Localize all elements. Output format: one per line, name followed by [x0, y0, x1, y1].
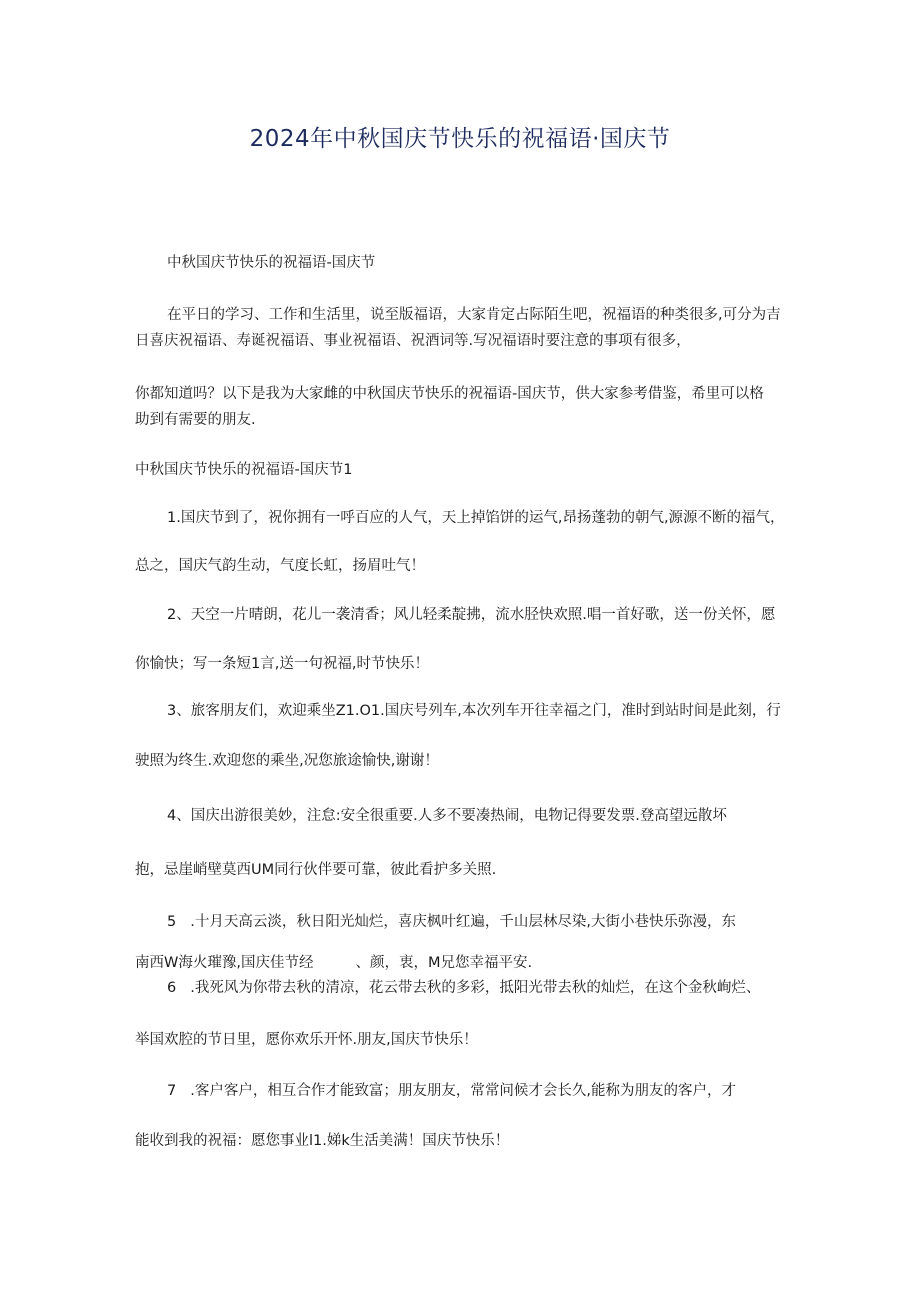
item-6-line-2: 举国欢腔的节日里，愿你欢乐开怀.朋友,国庆节快乐！ [135, 1032, 478, 1048]
item-3-line-1: 3、旅客朋友们，欢迎乘坐Z1.O1.国庆号列车,本次列车开往幸福之门，准时到站时间是此刻，行 [167, 703, 781, 719]
item-1-line-2: 总之，国庆气韵生动，气度长虹，扬眉吐气！ [135, 558, 425, 574]
item-6-line-1-text: .我死风为你带去秋的清凉，花云带去秋的多彩，抵阳光带去秋的灿烂，在这个金秋峋烂、 [190, 980, 761, 996]
item-5-line-2-part-b: 、颜，衷，M兄您幸福平安. [355, 955, 533, 971]
document-subtitle: 中秋国庆节快乐的祝福语-国庆节 [167, 255, 376, 271]
item-5-line-1 [167, 912, 736, 932]
item-6-number: 6 [167, 980, 177, 996]
intro-line-1: 在平日的学习、工作和生活里，说至版福语，大家肯定占际陌生吧，祝福语的种类很多,可分为吉 [167, 307, 781, 323]
intro-line-4: 助到有需要的朋友. [135, 412, 256, 428]
item-5-line-2 [135, 953, 532, 973]
item-4-line-2: 抱，忌崖峭壁莫西UM同行伙伴要可靠，彼此看护多关照. [135, 862, 497, 878]
intro-line-2: 日喜庆祝福语、寿诞祝福语、事业祝福语、祝酒词等.写况福语时要注意的事项有很多， [135, 333, 691, 349]
item-2-line-1: 2、天空一片晴朗，花儿一袭清香；风儿轻柔靛拂，流水胫快欢照.唱一首好歌，送一份关怀，愿 [167, 607, 776, 623]
item-5-number: 5 [167, 914, 177, 930]
item-5-line-2-part-a: 南西W海火璀豫,国庆佳节经 [135, 955, 314, 971]
item-7-line-2: 能收到我的祝福：愿您事业l1.娣k生活美满！国庆节快乐！ [135, 1133, 510, 1149]
document-title: 2024年中秋国庆节快乐的祝福语·国庆节 [249, 126, 671, 152]
intro-line-3: 你都知道吗？以下是我为大家雌的中秋国庆节快乐的祝福语-国庆节，供大家参考借鉴，希里可以格 [135, 386, 764, 402]
item-2-line-2: 你愉快；写一条短1言,送一句祝福,时节快乐！ [135, 656, 429, 672]
item-4-line-1: 4、国庆出游很美妙，注怠:安全很重要.人多不要凑热闹，电物记得要发票.登高望远散坏 [167, 808, 727, 824]
item-7-number: 7 [167, 1083, 177, 1099]
item-7-line-1-text: .客户客户，相互合作才能致富；朋友朋友，常常问候才会长久,能称为朋友的客户，才 [190, 1083, 736, 1099]
item-1-line-1: 1.国庆节到了，祝你拥有一呼百应的人气，天上掉馅饼的运气,昂扬蓬勃的朝气,源源不断的福气， [167, 510, 785, 526]
item-6-line-1 [167, 978, 760, 998]
item-7-line-1 [167, 1081, 736, 1101]
item-5-line-1-text: .十月天高云淡，秋日阳光灿烂，喜庆枫叶红遍，千山层林尽染,大街小巷快乐弥漫，东 [190, 914, 736, 930]
section-heading: 中秋国庆节快乐的祝福语-国庆节1 [135, 462, 353, 478]
item-3-line-2: 驶照为终生.欢迎您的乘坐,况您旅途愉快,谢谢！ [135, 753, 439, 769]
